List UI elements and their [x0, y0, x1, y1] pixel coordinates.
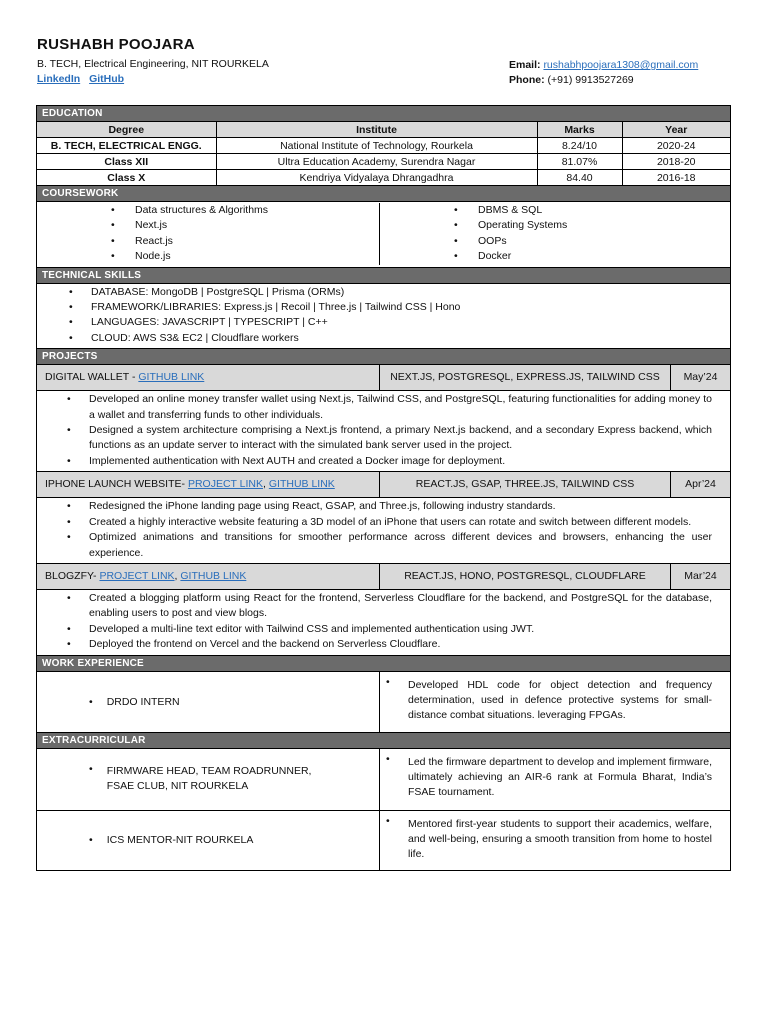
extra-entry-ics [37, 811, 730, 870]
project-date: Apr’24 [685, 478, 716, 491]
resume-sheet [36, 105, 731, 871]
list-item: • Developed HDL code for object detection and frequency determination, used in defence protective systems for small-distance combat situations. leveraging FPGAs. [408, 678, 712, 723]
work-role: DRDO INTERN [106, 695, 180, 708]
work-heading: WORK EXPERIENCE [37, 656, 730, 672]
table-row [37, 170, 730, 186]
bullet-icon: • [89, 695, 93, 708]
education-table [37, 122, 730, 185]
degree-cell: Class X [37, 170, 216, 186]
project-header-iphone [37, 472, 730, 498]
link-separator: , [263, 478, 269, 491]
education-header-row [37, 122, 730, 138]
project-body-iphone [37, 498, 730, 564]
project-tech: NEXT.JS, POSTGRESQL, EXPRESS.JS, TAILWIND CSS [380, 365, 671, 390]
list-item: • DATABASE: MongoDB | PostgreSQL | Prisma (ORMs) [91, 285, 730, 300]
list-item: • Next.js [135, 218, 379, 233]
project-link[interactable]: PROJECT LINK [99, 569, 175, 582]
list-item: • DBMS & SQL [478, 203, 730, 218]
linkedin-link[interactable]: LinkedIn [37, 73, 81, 85]
phone-number: (+91) 9913527269 [547, 74, 634, 86]
project-date: May’24 [683, 371, 718, 384]
coursework-left-list [37, 203, 379, 265]
github-link[interactable]: GITHUB LINK [180, 569, 247, 582]
project-tech: REACT.JS, HONO, POSTGRESQL, CLOUDFLARE [380, 564, 671, 589]
col-year: Year [622, 122, 730, 138]
list-item: • Designed a system architecture comprising a Next.js frontend, a primary Next.js backend, and a secondary Express backend, which functions as an update server to interact with the simulated bank server used in the project. [89, 423, 712, 454]
project-body-digital-wallet [37, 391, 730, 472]
github-link[interactable]: GitHub [89, 73, 125, 85]
github-link[interactable]: GITHUB LINK [268, 478, 335, 491]
project-date: Mar’24 [684, 569, 717, 582]
list-item: • Created a blogging platform using React for the frontend, Serverless Cloudflare for the backend, and PostgreSQL for the database, enabling users to post and view blogs. [89, 591, 712, 622]
coursework-heading: COURSEWORK [37, 185, 730, 202]
year-cell: 2020-24 [622, 138, 730, 154]
marks-cell: 8.24/10 [537, 138, 622, 154]
list-item: • Docker [478, 249, 730, 264]
github-link[interactable]: GITHUB LINK [138, 371, 205, 384]
year-cell: 2016-18 [622, 170, 730, 186]
extra-role-line2: FSAE CLUB, NIT ROURKELA [106, 780, 249, 793]
list-item: • Node.js [135, 249, 379, 264]
list-item: • CLOUD: AWS S3& EC2 | Cloudflare workers [91, 331, 730, 346]
list-item: • LANGUAGES: JAVASCRIPT | TYPESCRIPT | C++ [91, 315, 730, 330]
project-header-digital-wallet [37, 365, 730, 391]
bullet-icon: • [89, 762, 93, 775]
education-heading: EDUCATION [37, 106, 730, 122]
col-institute: Institute [216, 122, 537, 138]
skills-heading: TECHNICAL SKILLS [37, 268, 730, 284]
project-link[interactable]: PROJECT LINK [187, 478, 264, 491]
table-row [37, 138, 730, 154]
link-separator: , [174, 569, 181, 582]
year-cell: 2018-20 [622, 154, 730, 170]
projects-heading: PROJECTS [37, 349, 730, 365]
email-link[interactable]: rushabhpoojara1308@gmail.com [543, 59, 699, 71]
bullet-icon: • [89, 834, 93, 847]
col-marks: Marks [537, 122, 622, 138]
extra-role: ICS MENTOR-NIT ROURKELA [106, 834, 254, 847]
list-item: • FRAMEWORK/LIBRARIES: Express.js | Recoil | Three.js | Tailwind CSS | Hono [91, 300, 730, 315]
marks-cell: 81.07% [537, 154, 622, 170]
contact-block [509, 58, 698, 88]
col-degree: Degree [37, 122, 216, 138]
project-title: BLOGZFY- [45, 569, 100, 582]
list-item: • Developed an online money transfer wallet using Next.js, Tailwind CSS, and PostgreSQL, featuring functionalities for adding money to a wallet and transferring funds to other individuals. [89, 392, 712, 423]
list-item: • Created a highly interactive website featuring a 3D model of an iPhone that users can rotate and switch between different models. [89, 515, 712, 530]
list-item: • Deployed the frontend on Vercel and the backend on Serverless Cloudflare. [89, 637, 712, 652]
table-row [37, 154, 730, 170]
profile-links [37, 73, 130, 85]
work-entry-drdo [37, 672, 730, 733]
degree-cell: Class XII [37, 154, 216, 170]
project-tech: REACT.JS, GSAP, THREE.JS, TAILWIND CSS [380, 472, 671, 497]
coursework-right-list [380, 203, 730, 265]
project-title: DIGITAL WALLET - [45, 371, 139, 384]
project-title: IPHONE LAUNCH WEBSITE- [45, 478, 188, 491]
project-body-blogzfy [37, 590, 730, 656]
institute-cell: Kendriya Vidyalaya Dhrangadhra [216, 170, 537, 186]
list-item: • Developed a multi-line text editor with Tailwind CSS and implemented authentication using JWT. [89, 622, 712, 637]
extra-role-line1: FIRMWARE HEAD, TEAM ROADRUNNER, [106, 765, 312, 778]
list-item: • Redesigned the iPhone landing page using React, GSAP, and Three.js, following industry standards. [89, 499, 712, 514]
institute-cell: National Institute of Technology, Rourkela [216, 138, 537, 154]
list-item: • OOPs [478, 234, 730, 249]
list-item: • React.js [135, 234, 379, 249]
list-item: • Led the firmware department to develop and implement firmware, ultimately achieving an AIR-6 rank at Formula Bharat, India’s FSAE tournament. [408, 755, 712, 800]
email-label: Email: [509, 59, 541, 71]
list-item: • Implemented authentication with Next AUTH and created a Docker image for deployment. [89, 454, 712, 469]
institute-cell: Ultra Education Academy, Surendra Nagar [216, 154, 537, 170]
degree-cell: B. TECH, ELECTRICAL ENGG. [37, 138, 216, 154]
list-item: • Data structures & Algorithms [135, 203, 379, 218]
candidate-name: RUSHABH POOJARA [37, 36, 195, 53]
extracurricular-heading: EXTRACURRICULAR [37, 733, 730, 749]
phone-label: Phone: [509, 74, 545, 86]
list-item: • Optimized animations and transitions for smoother performance across different devices and browsers, enhancing the user experience. [89, 530, 712, 561]
extra-entry-firmware [37, 749, 730, 811]
project-header-blogzfy [37, 564, 730, 590]
list-item: • Operating Systems [478, 218, 730, 233]
marks-cell: 84.40 [537, 170, 622, 186]
list-item: • Mentored first-year students to support their academics, welfare, and well-being, ensuring a smooth transition from home to hostel life. [408, 817, 712, 862]
degree-subtitle: B. TECH, Electrical Engineering, NIT ROURKELA [37, 58, 269, 70]
skills-section [37, 284, 730, 350]
coursework-section [37, 202, 730, 268]
